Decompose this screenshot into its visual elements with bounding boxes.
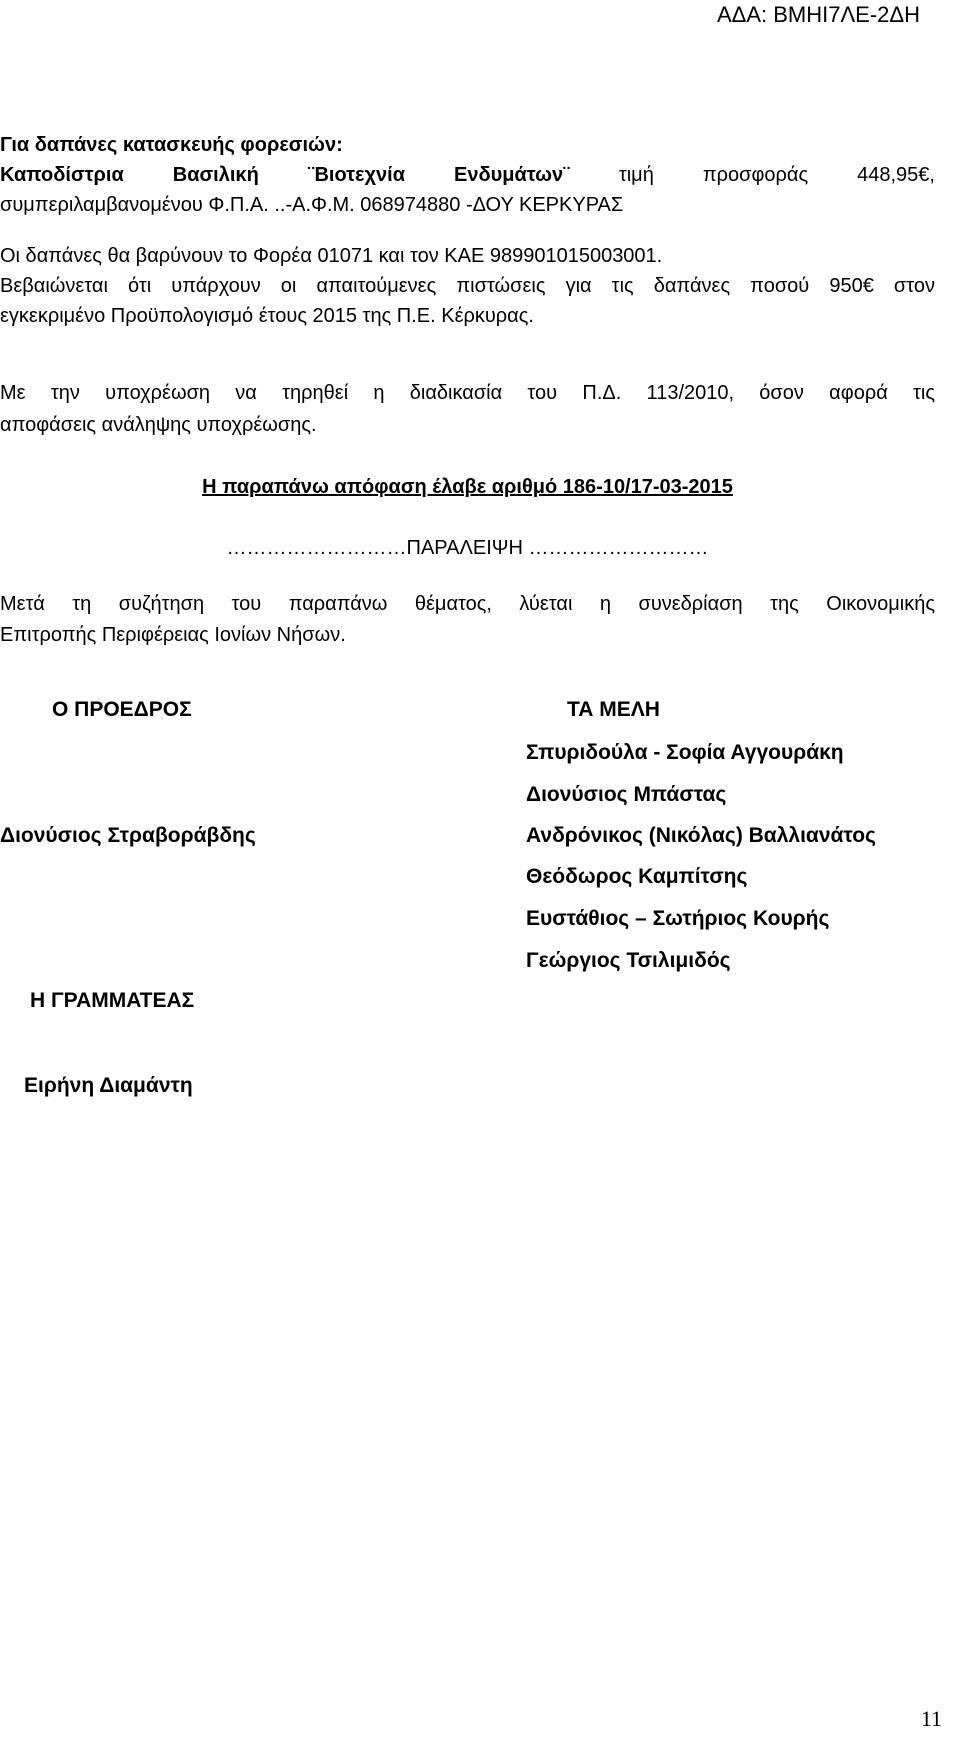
member-name: Θεόδωρος Καμπίτσης — [526, 865, 748, 888]
closing-line-1: Μετά τη συζήτηση του παραπάνω θέματος, λύεται η συνεδρίαση της Οικονομικής — [0, 593, 935, 615]
credit-line-1: Βεβαιώνεται ότι υπάρχουν οι απαιτούμενες πιστώσεις για τις δαπάνες ποσού 950€ στον — [0, 275, 935, 297]
omission-marker: ………………………ΠΑΡΑΛΕΙΨΗ ……………………… — [226, 537, 709, 559]
supplier-line — [0, 160, 935, 190]
supplier-price: τιμή προσφοράς 448,95€, — [618, 164, 935, 186]
decision-number: Η παραπάνω απόφαση έλαβε αριθμό 186-10/17-03-2015 — [202, 476, 733, 498]
ada-code: ΑΔΑ: ΒΜΗΙ7ΛΕ-2ΔΗ — [716, 2, 920, 27]
member-name: Σπυριδούλα - Σοφία Αγγουράκη — [526, 741, 844, 764]
credit-line-2: εγκεκριμένο Προϋπολογισμό έτους 2015 της Π.Ε. Κέρκυρας. — [0, 305, 534, 327]
expense-heading: Για δαπάνες κατασκευής φορεσιών: — [0, 134, 343, 156]
supplier-name: Καποδίστρια Βασιλική ¨Βιοτεχνία Ενδυμάτων¨ — [0, 164, 570, 186]
member-name: Ευστάθιος – Σωτήριος Κουρής — [526, 907, 830, 930]
president-name: Διονύσιος Στραβοράβδης — [0, 824, 256, 847]
member-name: Γεώργιος Τσιλιμιδός — [526, 949, 731, 972]
vat-line: συμπεριλαμβανομένου Φ.Π.Α. ..-Α.Φ.Μ. 068974880 -ΔΟΥ ΚΕΡΚΥΡΑΣ — [0, 194, 624, 216]
charge-line: Οι δαπάνες θα βαρύνουν το Φορέα 01071 και τον ΚΑΕ 98990101500300​1. — [0, 245, 663, 267]
closing-line-2: Επιτροπής Περιφέρειας Ιονίων Νήσων. — [0, 624, 346, 646]
member-name: Διονύσιος Μπάστας — [526, 783, 727, 806]
secretary-name: Ειρήνη Διαμάντη — [24, 1074, 193, 1097]
page-number: 11 — [920, 1706, 942, 1731]
members-title: ΤΑ ΜΕΛΗ — [567, 698, 660, 721]
obligation-line-1: Με την υποχρέωση να τηρηθεί η διαδικασία του Π.Δ. 113/2010, όσον αφορά τις — [0, 382, 935, 404]
member-name: Ανδρόνικος (Νικόλας) Βαλλιανάτος — [526, 824, 876, 847]
secretary-title: Η ΓΡΑΜΜΑΤΕΑΣ — [30, 989, 195, 1012]
obligation-line-2: αποφάσεις ανάληψης υποχρέωσης. — [0, 414, 317, 436]
president-title: Ο ΠΡΟΕΔΡΟΣ — [52, 698, 192, 721]
